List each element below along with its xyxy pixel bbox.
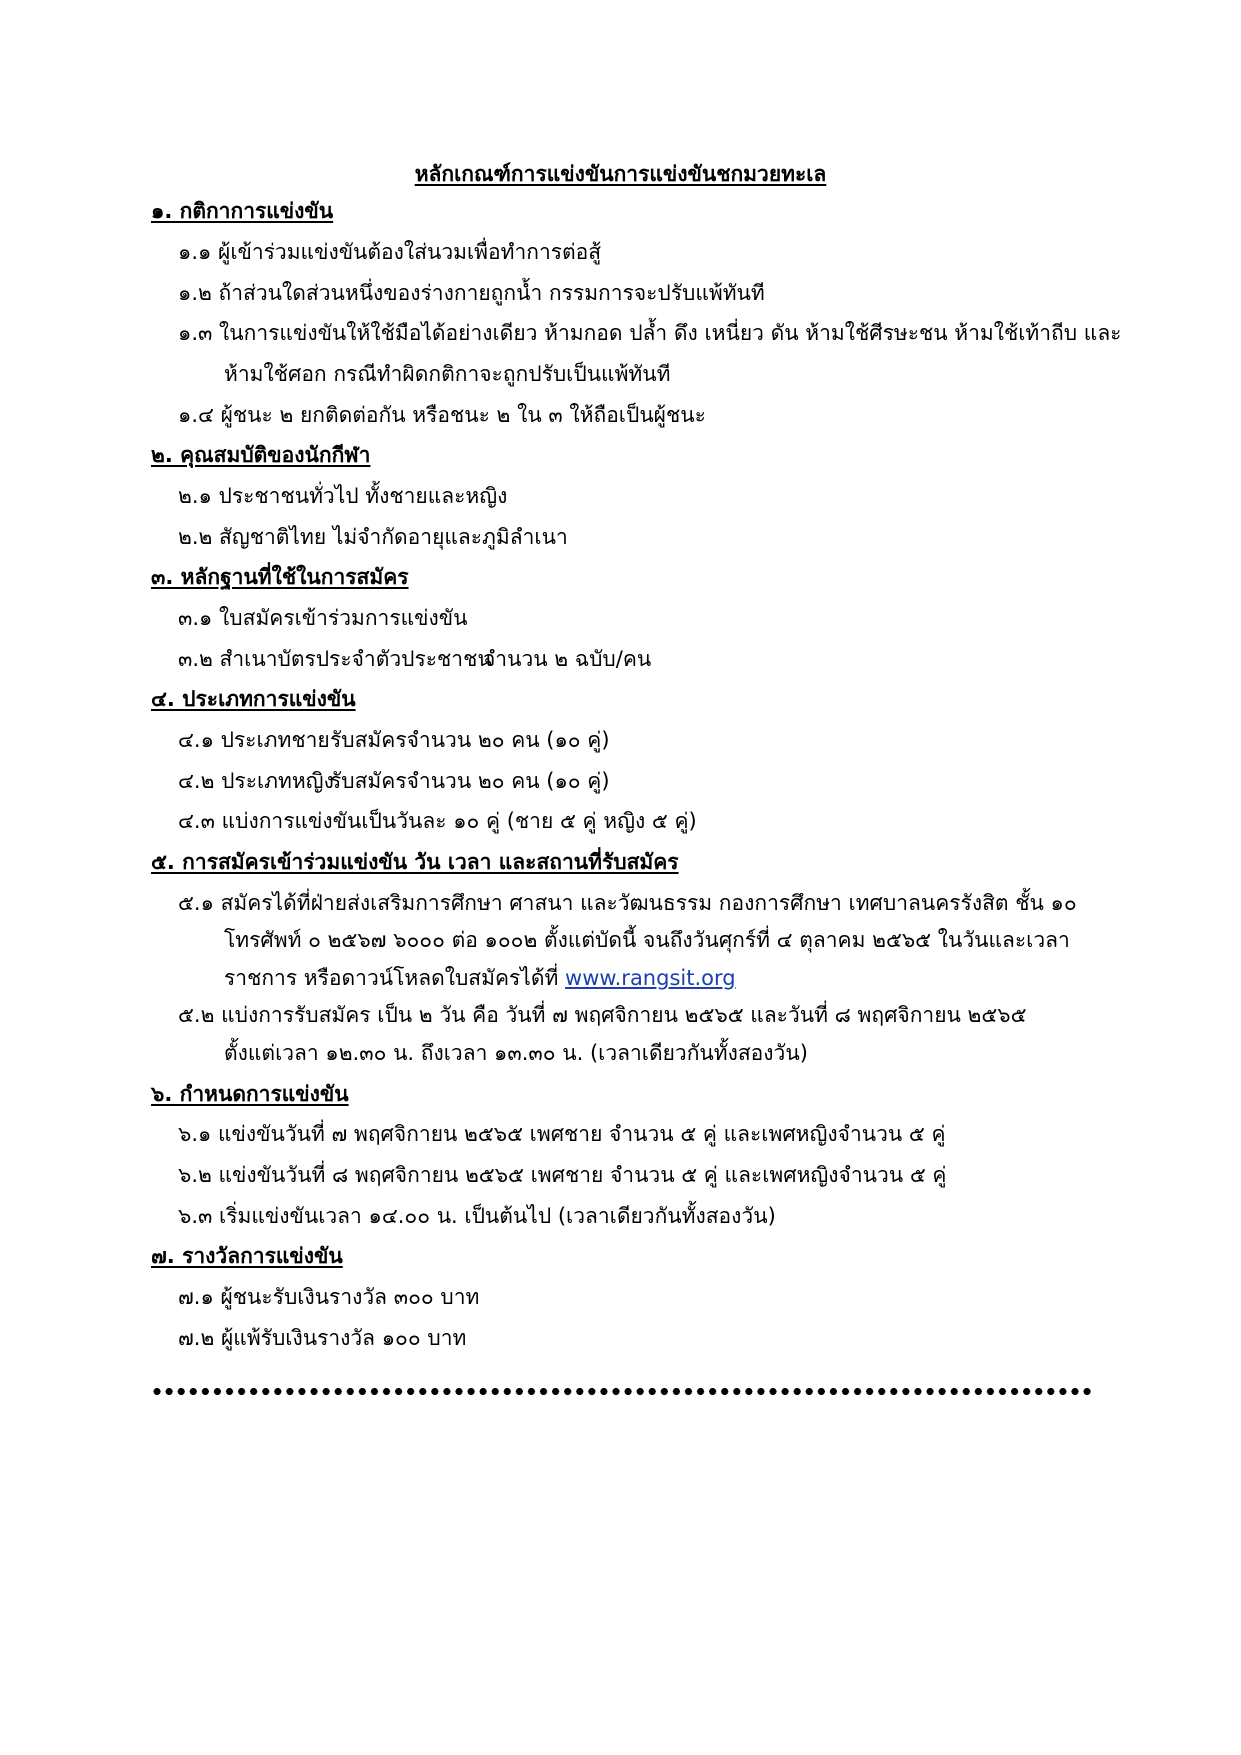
section-heading-7: ๗. รางวัลการแข่งขัน — [151, 1244, 343, 1268]
category-4-2-label: ๔.๒ ประเภทหญิง — [178, 769, 334, 793]
rule-1-3-continued: ห้ามใช้ศอก กรณีทำผิดกติกาจะถูกปรับเป็นแพ้ทันที — [224, 362, 671, 386]
rule-1-1: ๑.๑ ผู้เข้าร่วมแข่งขันต้องใส่นวมเพื่อทำการต่อสู้ — [178, 240, 602, 264]
category-4-3: ๔.๓ แบ่งการแข่งขันเป็นวันละ ๑๐ คู่ (ชาย ๕ คู่ หญิง ๕ คู่) — [178, 809, 697, 833]
category-4-1-label: ๔.๑ ประเภทชาย — [178, 728, 330, 752]
website-link[interactable]: www.rangsit.org — [565, 966, 736, 990]
section-heading-1: ๑. กติกาการแข่งขัน — [151, 199, 334, 223]
dotted-divider — [151, 1387, 1093, 1396]
document-3-2 — [178, 644, 651, 674]
document-3-1: ๓.๑ ใบสมัครเข้าร่วมการแข่งขัน — [178, 606, 468, 630]
section-heading-3: ๓. หลักฐานที่ใช้ในการสมัคร — [151, 565, 409, 589]
section-heading-6: ๖. กำหนดการแข่งขัน — [151, 1082, 349, 1106]
section-heading-4: ๔. ประเภทการแข่งขัน — [151, 687, 356, 711]
rule-1-3: ๑.๓ ในการแข่งขันให้ใช้มือได้อย่างเดียว ห้ามกอด ปล้ำ ดึง เหนี่ยว ดัน ห้ามใช้ศีรษะชน ห้ามใช้เท้าถีบ และ — [178, 321, 1122, 345]
schedule-6-2: ๖.๒ แข่งขันวันที่ ๘ พฤศจิกายน ๒๕๖๕ เพศชาย จำนวน ๕ คู่ และเพศหญิงจำนวน ๕ คู่ — [178, 1163, 947, 1187]
qualification-2-2: ๒.๒ สัญชาติไทย ไม่จำกัดอายุและภูมิลำเนา — [178, 525, 568, 549]
category-4-2 — [178, 766, 610, 796]
registration-5-1-line-3 — [224, 963, 736, 993]
category-4-2-quota: รับสมัครจำนวน ๒๐ คน (๑๐ คู่) — [330, 769, 610, 793]
registration-5-1-line-3-text: ราชการ หรือดาวน์โหลดใบสมัครได้ที่ — [224, 966, 559, 990]
schedule-6-1: ๖.๑ แข่งขันวันที่ ๗ พฤศจิกายน ๒๕๖๕ เพศชาย จำนวน ๕ คู่ และเพศหญิงจำนวน ๕ คู่ — [178, 1122, 946, 1146]
prize-7-1: ๗.๑ ผู้ชนะรับเงินรางวัล ๓๐๐ บาท — [178, 1285, 480, 1309]
registration-5-2-line-2: ตั้งแต่เวลา ๑๒.๓๐ น. ถึงเวลา ๑๓.๓๐ น. (เวลาเดียวกันทั้งสองวัน) — [224, 1041, 808, 1065]
section-heading-2: ๒. คุณสมบัติของนักกีฬา — [151, 443, 371, 467]
rule-1-2: ๑.๒ ถ้าส่วนใดส่วนหนึ่งของร่างกายถูกน้ำ กรรมการจะปรับแพ้ทันที — [178, 281, 765, 305]
rule-1-4: ๑.๔ ผู้ชนะ ๒ ยกติดต่อกัน หรือชนะ ๒ ใน ๓ ให้ถือเป็นผู้ชนะ — [178, 403, 706, 427]
document-title: หลักเกณฑ์การแข่งขันการแข่งขันชกมวยทะเล — [414, 162, 827, 186]
registration-5-1: ๕.๑ สมัครได้ที่ฝ่ายส่งเสริมการศึกษา ศาสนา และวัฒนธรรม กองการศึกษา เทศบาลนครรังสิต ชั้น ๑๐ — [178, 891, 1077, 915]
document-3-2-label: ๓.๒ สำเนาบัตรประจำตัวประชาชน — [178, 647, 492, 671]
prize-7-2: ๗.๒ ผู้แพ้รับเงินรางวัล ๑๐๐ บาท — [178, 1326, 467, 1350]
schedule-6-3: ๖.๓ เริ่มแข่งขันเวลา ๑๔.๐๐ น. เป็นต้นไป (เวลาเดียวกันทั้งสองวัน) — [178, 1204, 776, 1228]
registration-5-2: ๕.๒ แบ่งการรับสมัคร เป็น ๒ วัน คือ วันที่ ๗ พฤศจิกายน ๒๕๖๕ และวันที่ ๘ พฤศจิกายน ๒๕๖๕ — [178, 1003, 1027, 1027]
section-heading-5: ๕. การสมัครเข้าร่วมแข่งขัน วัน เวลา และสถานที่รับสมัคร — [151, 850, 679, 874]
document-3-2-quantity: จำนวน ๒ ฉบับ/คน — [483, 647, 652, 671]
category-4-1-quota: รับสมัครจำนวน ๒๐ คน (๑๐ คู่) — [330, 728, 610, 752]
category-4-1 — [178, 725, 610, 755]
registration-5-1-line-2: โทรศัพท์ ๐ ๒๕๖๗ ๖๐๐๐ ต่อ ๑๐๐๒ ตั้งแต่บัดนี้ จนถึงวันศุกร์ที่ ๔ ตุลาคม ๒๕๖๕ ในวันและเวลา — [224, 928, 1070, 952]
qualification-2-1: ๒.๑ ประชาชนทั่วไป ทั้งชายและหญิง — [178, 484, 508, 508]
